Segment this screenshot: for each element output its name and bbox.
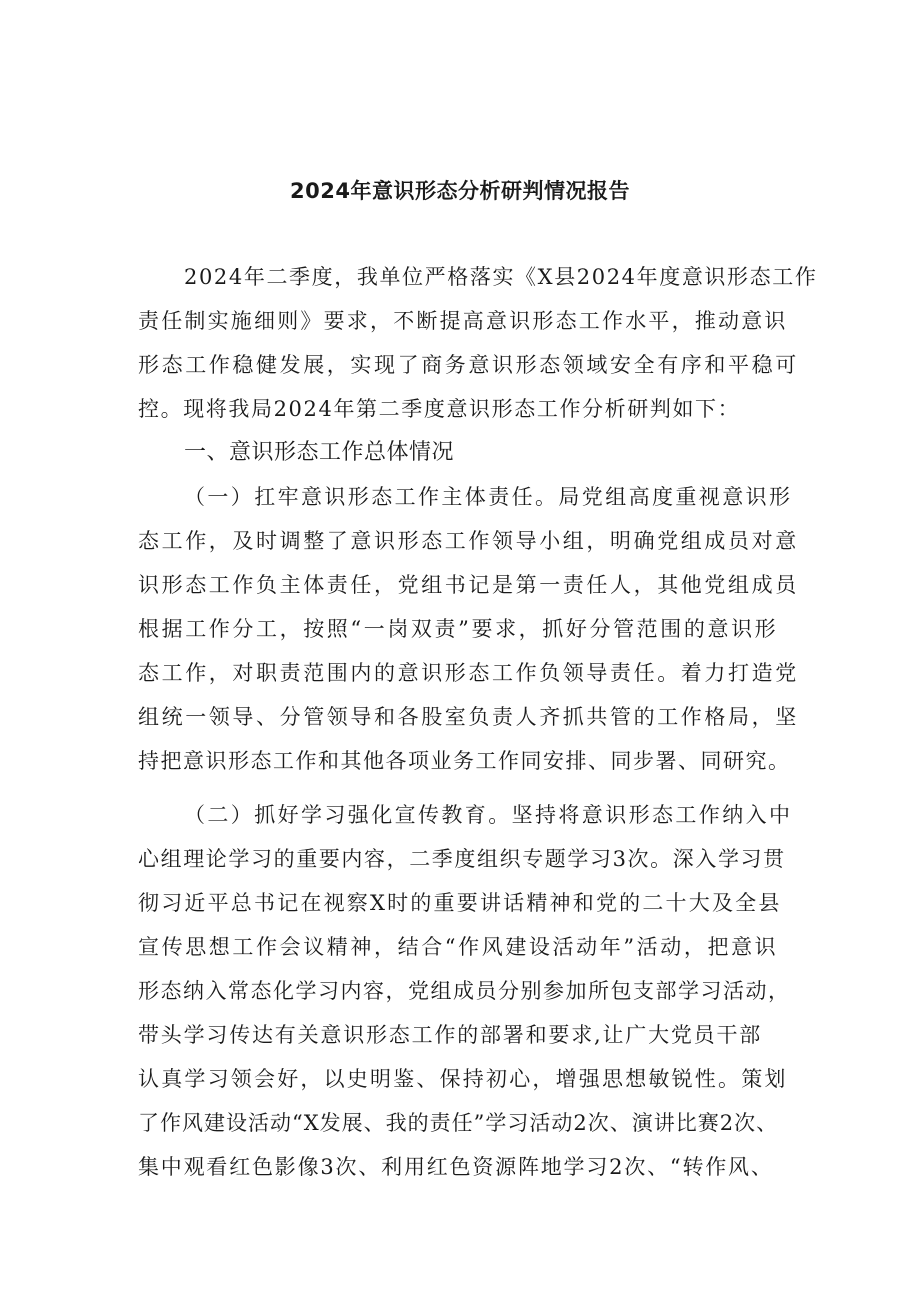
sub1-line-3: 识形态工作负主体责任，党组书记是第一责任人，其他党组成员 bbox=[138, 573, 799, 597]
sub2-line-7: 认真学习领会好，以史明鉴、保持初心，增强思想敏锐性。策划 bbox=[138, 1067, 788, 1091]
intro-line-1: 2024年二季度，我单位严格落实《X县2024年度意识形态工作 bbox=[184, 265, 818, 289]
section-heading-1: 一、意识形态工作总体情况 bbox=[184, 440, 455, 465]
sub1-line-2: 态工作，及时调整了意识形态工作领导小组，明确党组成员对意 bbox=[138, 529, 799, 553]
intro-line-2: 责任制实施细则》要求，不断提高意识形态工作水平，推动意识 bbox=[138, 309, 788, 333]
sub1-line-4: 根据工作分工，按照“一岗双责”要求，抓好分管范围的意识形 bbox=[138, 617, 779, 641]
sub1-line-7: 持把意识形态工作和其他各项业务工作同安排、同步署、同研究。 bbox=[138, 749, 791, 773]
intro-line-3: 形态工作稳健发展，实现了商务意识形态领域安全有序和平稳可 bbox=[138, 353, 799, 377]
document-title: 2024年意识形态分析研判情况报告 bbox=[290, 179, 630, 203]
sub2-line-5: 形态纳入常态化学习内容，党组成员分别参加所包支部学习活动， bbox=[138, 979, 791, 1003]
sub1-line-1: （一）扛牢意识形态工作主体责任。局党组高度重视意识形 bbox=[184, 485, 793, 509]
sub2-line-6: 带头学习传达有关意识形态工作的部署和要求,让广大党员干部 bbox=[138, 1023, 763, 1047]
intro-line-4: 控。现将我局2024年第二季度意识形态工作分析研判如下： bbox=[138, 397, 741, 421]
sub2-line-1: （二）抓好学习强化宣传教育。坚持将意识形态工作纳入中 bbox=[184, 803, 793, 827]
sub2-line-9: 集中观看红色影像3次、利用红色资源阵地学习2次、“转作风、 bbox=[138, 1155, 774, 1179]
sub1-line-5: 态工作，对职责范围内的意识形态工作负领导责任。着力打造党 bbox=[138, 661, 799, 685]
sub2-line-3: 彻习近平总书记在视察X时的重要讲话精神和党的二十大及全县 bbox=[138, 891, 782, 915]
sub2-line-8: 了作风建设活动“X发展、我的责任”学习活动2次、演讲比赛2次、 bbox=[138, 1111, 779, 1135]
sub2-line-2: 心组理论学习的重要内容，二季度组织专题学习3次。深入学习贯 bbox=[138, 847, 786, 871]
sub1-line-6: 组统一领导、分管领导和各股室负责人齐抓共管的工作格局，坚 bbox=[138, 705, 799, 729]
sub2-line-4: 宣传思想工作会议精神，结合“作风建设活动年”活动，把意识 bbox=[138, 935, 779, 959]
